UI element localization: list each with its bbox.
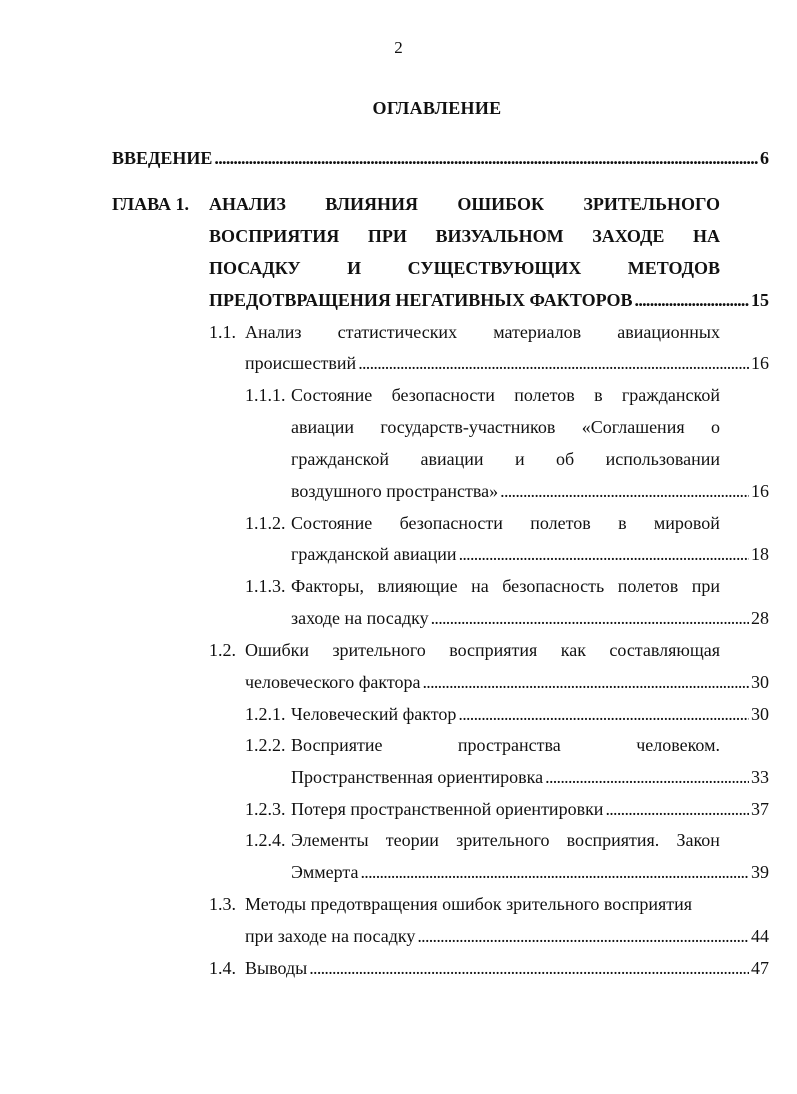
- dot-leader: [214, 146, 758, 170]
- word: ОШИБОК: [457, 194, 545, 214]
- section-number: 1.2.: [209, 640, 236, 660]
- toc-entry-intro[interactable]: [112, 146, 769, 170]
- word: авиационных: [617, 322, 720, 342]
- word: пространства: [457, 735, 561, 755]
- word: материалов: [493, 322, 582, 342]
- toc-entry-label: Выводы: [245, 958, 308, 978]
- toc-entry-1-4[interactable]: [245, 956, 769, 980]
- word: ВОСПРИЯТИЯ: [209, 226, 340, 246]
- dot-leader: [431, 606, 749, 630]
- dot-leader: [635, 288, 749, 312]
- dot-leader: [500, 479, 749, 503]
- toc-entry-label: происшествий: [245, 353, 357, 373]
- toc-section-line: [291, 574, 720, 598]
- section-number: 1.1.: [209, 322, 236, 342]
- word: МЕТОДОВ: [627, 258, 720, 278]
- word: АНАЛИЗ: [209, 194, 286, 214]
- toc-entry-chapter1[interactable]: [209, 288, 769, 312]
- toc-entry-1-1-1[interactable]: [291, 479, 769, 503]
- toc-entry-1-2-2[interactable]: [291, 765, 769, 789]
- word: авиации: [291, 417, 355, 437]
- toc-entry-label: Потеря пространственной ориентировки: [291, 799, 604, 819]
- word: восприятия: [449, 640, 538, 660]
- word: восприятия.: [566, 830, 660, 850]
- word: влияющие: [377, 576, 458, 596]
- word: гражданской: [291, 449, 390, 469]
- section-number: 1.2.3.: [245, 799, 286, 819]
- dot-leader: [459, 542, 749, 566]
- section-number: 1.1.3.: [245, 576, 286, 596]
- toc-entry-label: Человеческий фактор: [291, 704, 457, 724]
- word: Ошибки: [245, 640, 310, 660]
- word: в: [594, 385, 603, 405]
- word: Состояние: [291, 513, 373, 533]
- word: полетов: [514, 385, 575, 405]
- dot-leader: [458, 702, 749, 726]
- word: теории: [385, 830, 439, 850]
- dot-leader: [358, 351, 749, 375]
- toc-entry-1-2[interactable]: [245, 670, 769, 694]
- word: Элементы: [291, 830, 369, 850]
- word: зрительного: [332, 640, 426, 660]
- toc-entry-page: 6: [760, 148, 769, 168]
- toc-title: ОГЛАВЛЕНИЕ: [372, 98, 502, 118]
- word: Анализ: [245, 322, 302, 342]
- toc-entry-1-1-2[interactable]: [291, 542, 769, 566]
- toc-entry-page: 16: [751, 353, 769, 373]
- word: об: [556, 449, 575, 469]
- toc-entry-label: гражданской авиации: [291, 544, 457, 564]
- word: зрительного: [456, 830, 550, 850]
- word: Закон: [676, 830, 720, 850]
- toc-entry-page: 28: [751, 608, 769, 628]
- chapter-number: ГЛАВА 1.: [112, 194, 190, 214]
- word: НА: [692, 226, 720, 246]
- word: ВИЗУАЛЬНОМ: [435, 226, 564, 246]
- toc-entry-1-1-3[interactable]: [291, 606, 769, 630]
- word: как: [560, 640, 586, 660]
- toc-section-line: [291, 447, 720, 471]
- word: СУЩЕСТВУЮЩИХ: [407, 258, 582, 278]
- dot-leader: [361, 860, 750, 884]
- word: гражданской: [621, 385, 720, 405]
- toc-entry-label: заходе на посадку: [291, 608, 429, 628]
- toc-entry-page: 47: [751, 958, 769, 978]
- dot-leader: [417, 924, 749, 948]
- toc-section-line: [245, 638, 720, 662]
- toc-entry-page: 16: [751, 481, 769, 501]
- word: ПРИ: [367, 226, 407, 246]
- toc-section-line: [291, 511, 720, 535]
- section-number: 1.3.: [209, 894, 236, 914]
- toc-entry-page: 37: [751, 799, 769, 819]
- toc-entry-page: 15: [751, 290, 769, 310]
- word: мировой: [653, 513, 720, 533]
- word: Факторы,: [291, 576, 364, 596]
- word: полетов: [530, 513, 591, 533]
- section-number: 1.2.4.: [245, 830, 286, 850]
- dot-leader: [422, 670, 749, 694]
- word: Восприятие: [291, 735, 383, 755]
- word: «Соглашения: [581, 417, 685, 437]
- toc-entry-1-2-4[interactable]: [291, 860, 769, 884]
- word: в: [618, 513, 627, 533]
- toc-section-line: [291, 733, 720, 757]
- toc-entry-1-2-3[interactable]: [291, 797, 769, 821]
- word: составляющая: [609, 640, 720, 660]
- dot-leader: [309, 956, 749, 980]
- word: безопасность: [502, 576, 605, 596]
- word: полетов: [617, 576, 679, 596]
- toc-entry-page: 39: [751, 862, 769, 882]
- toc-entry-label: человеческого фактора: [245, 672, 421, 692]
- toc-entry-1-1[interactable]: [245, 351, 769, 375]
- toc-entry-page: 33: [751, 767, 769, 787]
- word: ВЛИЯНИЯ: [325, 194, 419, 214]
- toc-entry-page: 44: [751, 926, 769, 946]
- word: и: [514, 449, 525, 469]
- toc-section-line: [245, 320, 720, 344]
- word: ПОСАДКУ: [209, 258, 301, 278]
- section-number: 1.1.2.: [245, 513, 286, 533]
- word: безопасности: [399, 513, 503, 533]
- word: человеком.: [636, 735, 720, 755]
- word: статистических: [337, 322, 458, 342]
- toc-entry-1-3[interactable]: [245, 924, 769, 948]
- toc-entry-1-2-1[interactable]: [291, 702, 769, 726]
- toc-entry-page: 30: [751, 672, 769, 692]
- toc-entry-label: воздушного пространства»: [291, 481, 499, 501]
- dot-leader: [545, 765, 749, 789]
- toc-chapter-line: [209, 256, 720, 280]
- word: авиации: [420, 449, 484, 469]
- toc-entry-label: при заходе на посадку: [245, 926, 416, 946]
- section-number: 1.1.1.: [245, 385, 286, 405]
- dot-leader: [605, 797, 749, 821]
- word: ЗРИТЕЛЬНОГО: [583, 194, 720, 214]
- toc-entry-label: Пространственная ориентировка: [291, 767, 544, 787]
- toc-chapter-line: [209, 192, 720, 216]
- toc-chapter-line: [209, 224, 720, 248]
- toc-section-line: [291, 828, 720, 852]
- section-number: 1.4.: [209, 958, 236, 978]
- section-number: 1.2.2.: [245, 735, 286, 755]
- toc-entry-page: 18: [751, 544, 769, 564]
- word: безопасности: [391, 385, 495, 405]
- word: при: [691, 576, 720, 596]
- word: использовании: [605, 449, 720, 469]
- toc-entry-label: ПРЕДОТВРАЩЕНИЯ НЕГАТИВНЫХ ФАКТОРОВ: [209, 290, 633, 310]
- toc-entry-label: ВВЕДЕНИЕ: [112, 148, 213, 168]
- word: государств-участников: [380, 417, 556, 437]
- page-number: 2: [394, 38, 403, 57]
- word: о: [710, 417, 720, 437]
- section-number: 1.2.1.: [245, 704, 286, 724]
- toc-entry-page: 30: [751, 704, 769, 724]
- word: на: [471, 576, 489, 596]
- toc-section-line: Методы предотвращения ошибок зрительного восприятия: [245, 894, 693, 914]
- word: ЗАХОДЕ: [592, 226, 665, 246]
- toc-section-line: [291, 415, 720, 439]
- word: И: [347, 258, 362, 278]
- word: Состояние: [291, 385, 373, 405]
- toc-entry-label: Эммерта: [291, 862, 359, 882]
- toc-section-line: [291, 383, 720, 407]
